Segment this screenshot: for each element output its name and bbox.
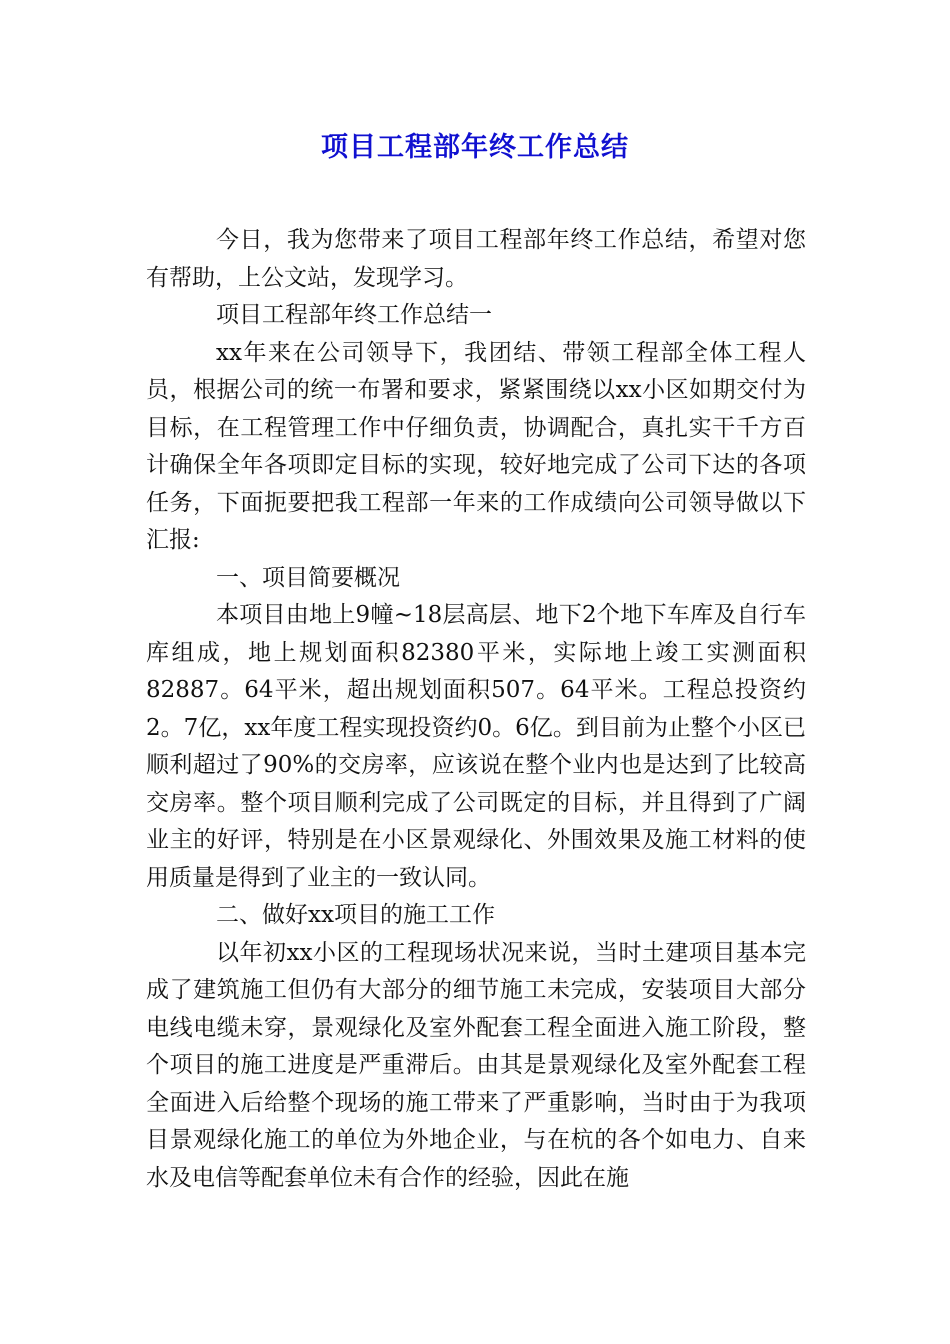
paragraph-overview: xx年来在公司领导下，我团结、带领工程部全体工程人员，根据公司的统一布署和要求，紧紧围绕以xx小区如期交付为目标，在工程管理工作中仔细负责，协调配合，真扎实干千方百计确保全年各项即定目标的实现，较好地完成了公司下达的各项任务，下面扼要把我工程部一年来的工作成绩向公司领导做以下汇报: [146, 339, 806, 553]
paragraph-project-summary: 本项目由地上9幢~18层高层、地下2个地下车库及自行车库组成，地上规划面积82380平米，实际地上竣工实测面积82887。64平米，超出规划面积507。64平米。工程总投资约2。7亿，xx年度工程实现投资约0。6亿。到目前为止整个小区已顺利超过了90%的交房率，应该说在整个业内也是达到了比较高交房率。整个项目顺利完成了公司既定的目标，并且得到了广阔业主的好评，特别是在小区景观绿化、外围效果及施工材料的使用质量是得到了业主的一致认同。 [146, 602, 806, 891]
paragraph-section-heading: 项目工程部年终工作总结一 [216, 302, 492, 328]
paragraph-heading-2: 二、做好xx项目的施工工作 [216, 902, 495, 928]
paragraph-intro: 今日，我为您带来了项目工程部年终工作总结，希望对您有帮助，上公文站，发现学习。 [146, 227, 806, 291]
paragraph-heading-1: 一、项目简要概况 [216, 564, 400, 591]
document-title: 项目工程部年终工作总结 [321, 132, 629, 163]
paragraph-construction: 以年初xx小区的工程现场状况来说，当时土建项目基本完成了建筑施工但仍有大部分的细节施工未完成，安装项目大部分电线电缆未穿，景观绿化及室外配套工程全面进入施工阶段，整个项目的施工进度是严重滞后。由其是景观绿化及室外配套工程全面进入后给整个现场的施工带来了严重影响，当时由于为我项目景观绿化施工的单位为外地企业，与在杭的各个如电力、自来水及电信等配套单位未有合作的经验，因此在施 [146, 939, 806, 1191]
document-body [146, 222, 806, 1197]
